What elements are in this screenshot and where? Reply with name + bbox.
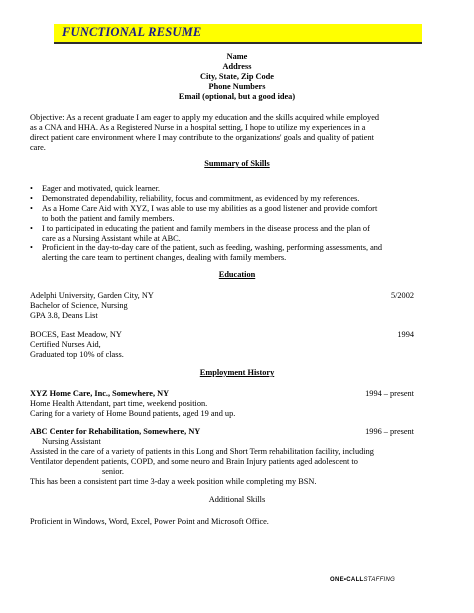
objective-line: care. [30,143,46,152]
contact-phone: Phone Numbers [208,82,266,91]
job-detail: Assisted in the care of a variety of patients in this Long and Short Term rehabilitation facility, including [30,447,374,456]
education-entry [30,330,414,360]
contact-city: City, State, Zip Code [200,72,274,81]
job-detail: Home Health Attendant, part time, weekend position. [30,399,208,408]
job-entry [30,389,414,419]
bullet-icon: • [30,203,33,213]
job-detail: Ventilator dependent patients, COPD, and some neuro and Brain Injury patients aged adolescent to [30,457,358,466]
resume-title: FUNCTIONAL RESUME [62,25,202,39]
bullet-icon: • [30,193,33,203]
contact-name: Name [226,52,248,61]
list-item: • Proficient in the day-to-day care of the patient, such as feeding, washing, performing assessments, and alerting the care team to pertinent changes, dealing with family members. [30,243,383,263]
objective-line: direct patient care environment where I may contribute to the organizations' goals and quality of patient [30,133,374,142]
list-item: • Eager and motivated, quick learner. [30,184,160,193]
objective-line: as a CNA and HHA. As a Registered Nurse in a hospital setting, I hope to utilize my experiences in a [30,123,366,132]
contact-address: Address [222,62,252,71]
graduation-note: Graduated top 10% of class. [30,350,124,359]
additional-skills-heading: Additional Skills [208,495,266,504]
list-item: • Demonstrated dependability, reliability, focus and commitment, as evidenced by my references. [30,193,360,203]
skills-heading: Summary of Skills [204,159,270,168]
education-date: 5/2002 [390,291,414,300]
additional-skills-text: Proficient in Windows, Word, Excel, Power Point and Microsoft Office. [30,517,269,526]
school-name: Adelphi University, Garden City, NY [30,291,154,300]
certification: Certified Nurses Aid, [30,340,101,349]
degree: Bachelor of Science, Nursing [30,301,128,310]
job-entry [30,427,440,487]
education-heading: Education [218,270,256,279]
employer-name: XYZ Home Care, Inc., Somewhere, NY [30,389,170,398]
objective-paragraph [30,113,448,153]
bullet-icon: • [30,223,33,233]
bullet-icon: • [30,243,33,253]
company-logo: ONE•CALLSTAFFING [330,577,396,583]
gpa: GPA 3.8, Deans List [30,311,98,320]
objective-line: Objective: As a recent graduate I am eager to apply my education and the skills acquired while employed [30,113,380,122]
job-title: Nursing Assistant [42,437,101,446]
job-detail: This has been a consistent part time 3-day a week position while completing my BSN. [30,477,317,486]
education-date: 1994 [397,330,414,339]
skills-list [30,184,450,263]
employer-name: ABC Center for Rehabilitation, Somewhere, NY [30,427,201,436]
job-dates: 1994 – present [365,389,414,398]
contact-email: Email (optional, but a good idea) [178,92,296,101]
job-detail: Caring for a variety of Home Bound patients, aged 19 and up. [30,409,236,418]
education-entry [30,291,414,321]
list-item: • As a Home Care Aid with XYZ, I was able to use my abilities as a good listener and provide comfort to both the patient and family members. [30,203,378,223]
job-detail: senior. [102,467,124,476]
job-dates: 1996 – present [365,427,414,436]
list-item: • I to participated in educating the patient and family members in the disease process and the plan of care as a Nursing Assistant while at ABC. [30,223,370,243]
employment-heading: Employment History [199,368,275,377]
bullet-icon: • [30,184,33,193]
title-banner [54,24,422,44]
school-name: BOCES, East Meadow, NY [30,330,122,339]
